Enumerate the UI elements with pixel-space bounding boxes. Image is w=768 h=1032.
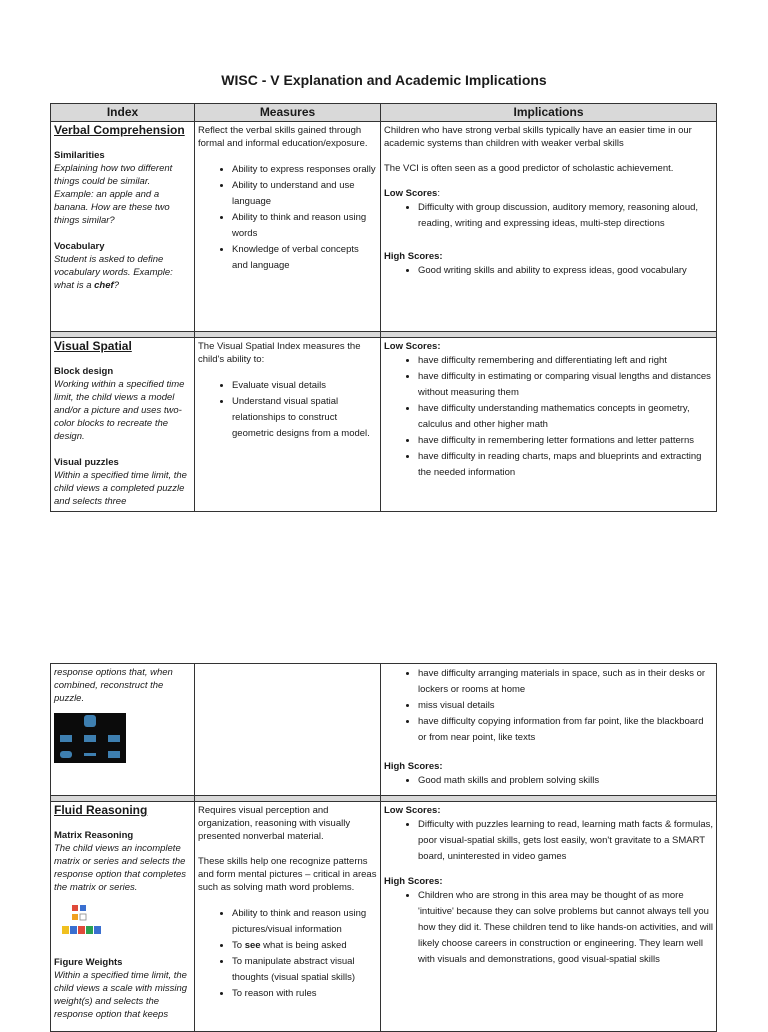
fluid-high-label: High Scores: xyxy=(384,876,443,887)
list-item: • have difficulty in reading charts, maps and blueprints and extracting the needed information xyxy=(418,449,713,481)
list-item: • Good math skills and problem solving skills xyxy=(418,773,713,789)
verbal-index-title: Verbal Comprehension xyxy=(54,123,185,137)
list-item: • have difficulty in remembering letter formations and letter patterns xyxy=(418,433,713,449)
fluid-index-cell xyxy=(51,802,195,1032)
verbal-impl-p1: Children who have strong verbal skills typically have an easier time in our academic systems than children with weaker verbal skills xyxy=(384,125,692,149)
fluid-low-label: Low Scores: xyxy=(384,805,441,816)
vocabulary-text: Student is asked to define vocabulary words. Example: what is a chef? xyxy=(54,254,173,291)
visual-high-list xyxy=(384,773,713,789)
vocabulary-word: chef xyxy=(94,280,114,291)
visual-implications-cell xyxy=(381,338,717,512)
visual-index-cell xyxy=(51,338,195,512)
list-item: • Understand visual spatial relationships to construct geometric designs from a model. xyxy=(232,394,377,442)
visual-low-list xyxy=(384,353,713,481)
list-item: • Ability to think and reason using words xyxy=(232,210,377,242)
matrix-reasoning-title: Matrix Reasoning xyxy=(54,830,134,841)
list-item: • have difficulty understanding mathematics concepts in geometry, calculus and other higher math xyxy=(418,401,713,433)
verbal-impl-p2: The VCI is often seen as a good predictor of scholastic achievement. xyxy=(384,163,674,174)
list-item: • have difficulty remembering and differentiating left and right xyxy=(418,353,713,369)
fluid-implications-cell xyxy=(381,802,717,1032)
visual-row xyxy=(51,338,717,512)
verbal-measures-intro: Reflect the verbal skills gained through formal and informal education/exposure. xyxy=(198,125,368,149)
list-item: • Difficulty with group discussion, auditory memory, reasoning aloud, reading, writing and expressing ideas, multi-step directions xyxy=(418,200,713,232)
header-implications: Implications xyxy=(381,104,717,122)
fluid-index-title: Fluid Reasoning xyxy=(54,803,148,817)
verbal-low-list xyxy=(384,200,713,232)
list-item: • To manipulate abstract visual thoughts (visual spatial skills) xyxy=(232,954,377,986)
wisc-table-page-1 xyxy=(50,103,717,512)
fluid-low-list xyxy=(384,817,713,865)
wisc-table-page-2 xyxy=(50,663,717,1032)
list-item: • Ability to think and reason using pictures/visual information xyxy=(232,906,377,938)
header-index: Index xyxy=(51,104,195,122)
header-measures: Measures xyxy=(195,104,381,122)
list-item: • miss visual details xyxy=(418,698,713,714)
visual-low-list-continued xyxy=(384,666,713,746)
visual-high-label: High Scores: xyxy=(384,761,443,772)
visual-index-cell-continued xyxy=(51,664,195,796)
list-item: • Knowledge of verbal concepts and language xyxy=(232,242,377,274)
verbal-low-label: Low Scores: xyxy=(384,188,440,199)
list-item: • Ability to understand and use language xyxy=(232,178,377,210)
list-item: • Good writing skills and ability to express ideas, good vocabulary xyxy=(418,263,713,279)
matrix-reasoning-image xyxy=(60,904,104,938)
list-item: • To see what is being asked xyxy=(232,938,377,954)
list-item: • Evaluate visual details xyxy=(232,378,377,394)
list-item: • Difficulty with puzzles learning to read, learning math facts & formulas, poor visual-spatial skills, gets lost easily, won't gravitate to a SMART board, uninterested in video games xyxy=(418,817,713,865)
list-item: • have difficulty arranging materials in space, such as in their desks or lockers or rooms at home xyxy=(418,666,713,698)
verbal-index-cell xyxy=(51,122,195,332)
figure-weights-text: Within a specified time limit, the child views a scale with missing weight(s) and selects the response option that keeps xyxy=(54,970,188,1020)
similarities-text: Explaining how two different things could be similar. Example: an apple and a banana. How are these two things similar? xyxy=(54,163,173,226)
list-item: • To reason with rules xyxy=(232,986,377,1002)
matrix-reasoning-text: The child views an incomplete matrix or series and selects the response option that completes the matrix or series. xyxy=(54,843,187,893)
visual-puzzles-text: Within a specified time limit, the child views a completed puzzle and selects three xyxy=(54,470,187,507)
list-item: • have difficulty in estimating or comparing visual lengths and distances without measuring them xyxy=(418,369,713,401)
block-design-text: Working within a specified time limit, the child views a model and/or a picture and uses two-color blocks to recreate the design. xyxy=(54,379,185,442)
block-design-title: Block design xyxy=(54,366,114,377)
visual-measures-intro: The Visual Spatial Index measures the child's ability to: xyxy=(198,341,361,365)
fluid-measures-cell xyxy=(195,802,381,1032)
fluid-measures-p1: Requires visual perception and organization, reasoning with visually presented nonverbal material. xyxy=(198,805,351,842)
header-row xyxy=(51,104,717,122)
vocabulary-title: Vocabulary xyxy=(54,241,105,252)
visual-implications-cell-continued xyxy=(381,664,717,796)
verbal-implications-cell xyxy=(381,122,717,332)
visual-measures-list xyxy=(198,378,377,442)
visual-measures-cell-continued xyxy=(195,664,381,796)
document-title: WISC - V Explanation and Academic Implications xyxy=(221,72,547,88)
list-item: • Ability to express responses orally xyxy=(232,162,377,178)
figure-weights-title: Figure Weights xyxy=(54,957,123,968)
verbal-high-list xyxy=(384,263,713,279)
emphasis-see: see xyxy=(244,940,261,951)
verbal-measures-list xyxy=(198,162,377,274)
visual-continued-row xyxy=(51,664,717,796)
fluid-row xyxy=(51,802,717,1032)
verbal-high-label: High Scores: xyxy=(384,251,443,262)
verbal-row xyxy=(51,122,717,332)
similarities-title: Similarities xyxy=(54,150,105,161)
verbal-measures-cell xyxy=(195,122,381,332)
visual-index-title: Visual Spatial xyxy=(54,339,132,353)
visual-puzzles-text-continued: response options that, when combined, reconstruct the puzzle. xyxy=(54,667,173,704)
visual-puzzles-title: Visual puzzles xyxy=(54,457,119,468)
fluid-measures-list xyxy=(198,906,377,1002)
list-item: • have difficulty copying information from far point, like the blackboard or from near point, like texts xyxy=(418,714,713,746)
visual-measures-cell xyxy=(195,338,381,512)
visual-low-label: Low Scores: xyxy=(384,341,441,352)
list-item: • Children who are strong in this area may be thought of as more 'intuitive' because they can solve problems but cannot always tell you how they did it. These children tend to like hands-on activities, and will likely choose careers in construction or engineering. They learn well with visuals and demonstrations, good visual-spatial skills xyxy=(418,888,713,968)
visual-puzzle-image xyxy=(54,713,126,763)
fluid-high-list xyxy=(384,888,713,968)
fluid-measures-p2: These skills help one recognize patterns and form mental pictures – critical in areas such as solving math word problems. xyxy=(198,856,377,893)
